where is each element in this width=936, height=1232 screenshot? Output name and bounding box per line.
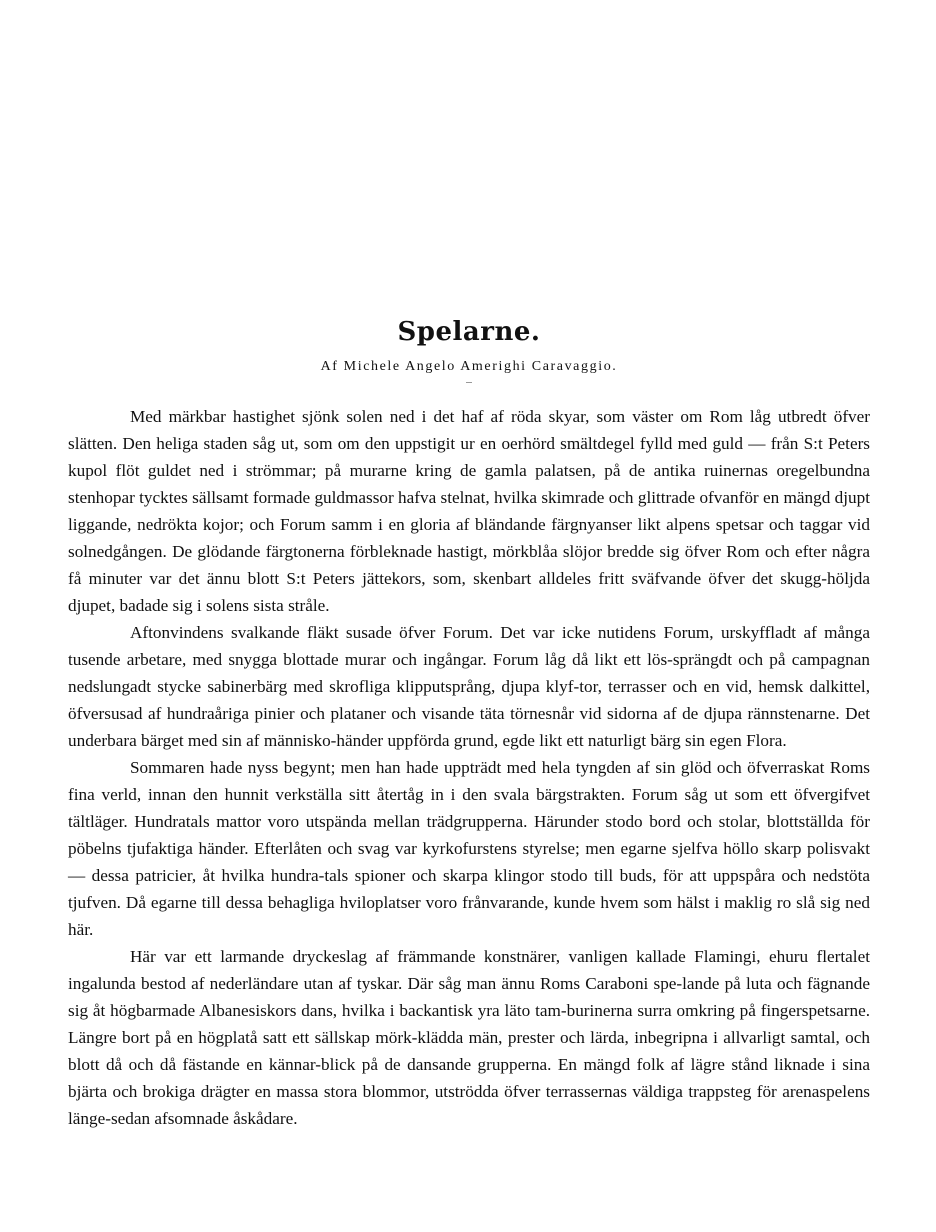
paragraph: Med märkbar hastighet sjönk solen ned i det haf af röda skyar, som väster om Rom låg utbredt öfver slätten. Den heliga staden såg ut, som om den uppstigit ur en oerhörd smältdegel fylld med guld — från S:t Peters kupol flöt guldet ned i strömmar; på murarne kring de gamla palatsen, på de antika ruinernas oregelbundna stenhopar tycktes sällsamt formade guldmassor hafva stelnat, hvilka skimrade och glittrade ofvanför en mängd djupt liggande, nedrökta kojor; och Forum samm i en gloria af bländande färgnyanser likt alpens spetsar och taggar vid solnedgången. De glödande färgtonerna förbleknade hastigt, mörkblåa slöjor bredde sig öfver Rom och efter några få minuter var det ännu blott S:t Peters jättekors, som, skenbart alldeles fritt sväfvande öfver det skugg-höljda djupet, badade sig i solens sista stråle.: [68, 407, 870, 615]
title-divider: [466, 382, 472, 383]
article: [68, 312, 870, 1132]
article-body: [68, 403, 870, 1132]
article-title: Spelarne.: [397, 317, 541, 347]
paragraph: Aftonvindens svalkande fläkt susade öfver Forum. Det var icke nutidens Forum, urskyffladt af många tusende arbetare, med snygga blottade murar och ingångar. Forum låg då likt ett lös-sprängdt och på campagnan nedslungadt stycke sabinerbärg med skrofliga klipputsprång, djupa klyf-tor, terrasser och en vid, hemsk dalkittel, öfversusad af hundraåriga pinier och plataner och visande täta törnesnår vid sidorna af de djupa rännstenarne. Det underbara bärget med sin af människo-händer uppförda grund, egde likt ett naturligt bärg sin egen Flora.: [68, 623, 870, 750]
paragraph: Här var ett larmande dryckeslag af främmande konstnärer, vanligen kallade Flamingi, ehuru flertalet ingalunda bestod af nederländare utan af tyskar. Där såg man ännu Roms Caraboni spe-lande på luta och fägnande sig åt högbarmade Albanesiskors dans, hvilka i backantisk yra läto tam-burinerna surra omkring på fingerspetsarne. Längre bort på en högplatå satt ett sällskap mörk-klädda män, prester och lärda, inbegripna i allvarligt samtal, och blott då och då fästande en kännar-blick på de dansande grupperna. En mängd folk af lägre stånd liknade i sina bjärta och brokiga drägter en massa stora blommor, utströdda öfver terrassernas väldiga trappsteg för arenaspelens länge-sedan afsomnade åskådare.: [68, 947, 870, 1128]
article-author: Af Michele Angelo Amerighi Caravaggio.: [320, 359, 618, 374]
paragraph: Sommaren hade nyss begynt; men han hade uppträdt med hela tyngden af sin glöd och öfverraskat Roms fina verld, innan den hunnit verkställa sitt återtåg in i den svala bärgstrakten. Forum såg ut som ett öfvergifvet tältläger. Hundratals mattor voro utspända mellan trädgrupperna. Härunder stodo bord och stolar, blottställda för pöbelns tjufaktiga händer. Efterlåten och svag var kyrkofurstens styrelse; men egarne sjelfva höllo skarp polisvakt — dessa patricier, åt hvilka hundra-tals spioner och skarpa klingor stodo till buds, för att uppspåra och nedstöta tjufven. Då egarne till dessa behagliga hviloplatser voro frånvarande, kunde hvem som hälst i maklig ro slå sig ned här.: [68, 758, 870, 939]
